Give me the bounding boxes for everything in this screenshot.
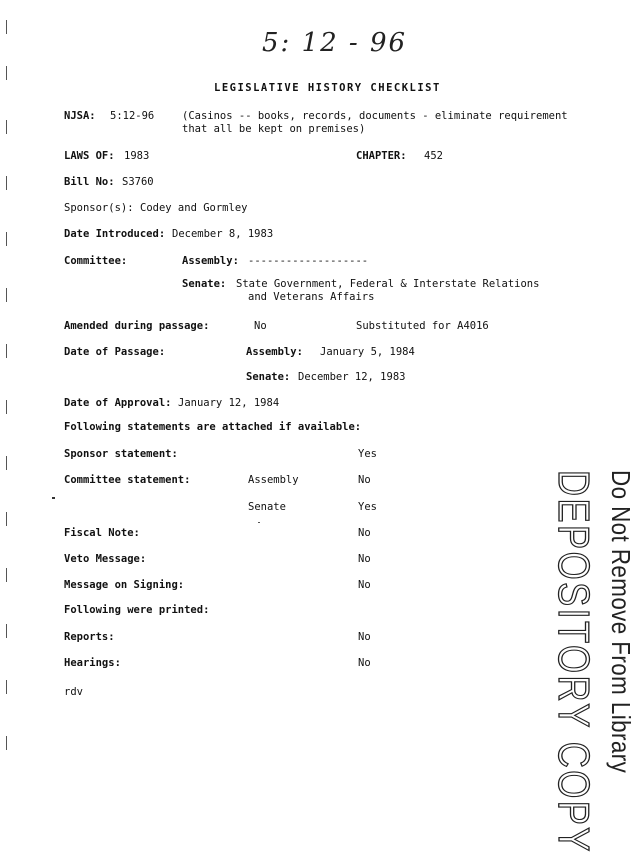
message-signing-value: No (358, 579, 371, 591)
scan-edge-mark (6, 568, 7, 582)
chapter-value: 452 (424, 150, 443, 162)
committee-senate-line2: and Veterans Affairs (248, 291, 375, 303)
sponsors-label: Sponsor(s): (64, 202, 134, 214)
committee-statement-assembly-value: No (358, 474, 371, 486)
depository-copy-text: DEPOSITORY COPY (549, 470, 598, 854)
scan-edge-mark (6, 66, 7, 80)
printed-header: Following were printed: (64, 604, 210, 616)
bill-label: Bill No: (64, 176, 115, 188)
message-signing-label: Message on Signing: (64, 579, 185, 591)
scan-edge-mark (6, 20, 7, 34)
handwritten-statute-number: 5: 12 - 96 (262, 28, 408, 58)
scan-edge-mark (6, 512, 7, 526)
hearings-label: Hearings: (64, 657, 121, 669)
date-introduced-label: Date Introduced: (64, 228, 166, 240)
bill-value: S3760 (122, 176, 154, 188)
passage-assembly-value: January 5, 1984 (320, 346, 415, 358)
date-introduced-value: December 8, 1983 (172, 228, 274, 240)
committee-senate-line1: State Government, Federal & Interstate Relations (236, 278, 540, 290)
fiscal-note-value: No (358, 527, 371, 539)
sponsor-statement-label: Sponsor statement: (64, 448, 178, 460)
scan-edge-mark (6, 456, 7, 470)
depository-stamp (528, 470, 638, 854)
passage-assembly-label: Assembly: (246, 346, 303, 358)
committee-statement-senate-label: Senate (248, 501, 286, 513)
scan-edge-mark (6, 120, 7, 134)
njsa-description-line1: (Casinos -- books, records, documents - eliminate requirement (182, 110, 568, 122)
scan-speck (258, 522, 260, 523)
committee-statement-assembly-label: Assembly (248, 474, 299, 486)
approval-value: January 12, 1984 (178, 397, 280, 409)
page-title: LEGISLATIVE HISTORY CHECKLIST (214, 82, 441, 94)
scan-edge-mark (6, 344, 7, 358)
njsa-value: 5:12-96 (110, 110, 155, 122)
passage-senate-value: December 12, 1983 (298, 371, 406, 383)
committee-assembly-value: ------------------- (248, 255, 369, 267)
njsa-label: NJSA: (64, 110, 96, 122)
veto-message-label: Veto Message: (64, 553, 147, 565)
approval-label: Date of Approval: (64, 397, 172, 409)
njsa-description-line2: that all be kept on premises) (182, 123, 366, 135)
scan-edge-mark (6, 288, 7, 302)
amended-value: No (254, 320, 267, 332)
committee-statement-senate-value: Yes (358, 501, 377, 513)
hearings-value: No (358, 657, 371, 669)
do-not-remove-text: Do Not Remove From Library (606, 470, 636, 774)
scan-edge-mark (6, 680, 7, 694)
passage-senate-label: Senate: (246, 371, 291, 383)
committee-statement-label: Committee statement: (64, 474, 191, 486)
fiscal-note-label: Fiscal Note: (64, 527, 140, 539)
scan-edge-mark (6, 176, 7, 190)
chapter-label: CHAPTER: (356, 150, 407, 162)
passage-label: Date of Passage: (64, 346, 166, 358)
committee-assembly-label: Assembly: (182, 255, 239, 267)
scan-edge-mark (6, 400, 7, 414)
scan-edge-mark (6, 232, 7, 246)
amended-label: Amended during passage: (64, 320, 210, 332)
scan-edge-mark (6, 624, 7, 638)
scan-edge-mark (6, 736, 7, 750)
preparer-initials: rdv (64, 686, 83, 698)
laws-of-label: LAWS OF: (64, 150, 115, 162)
committee-label: Committee: (64, 255, 128, 267)
reports-label: Reports: (64, 631, 115, 643)
attached-statements-header: Following statements are attached if available: (64, 421, 362, 433)
sponsor-statement-value: Yes (358, 448, 377, 460)
laws-of-value: 1983 (124, 150, 150, 162)
reports-value: No (358, 631, 371, 643)
committee-senate-label: Senate: (182, 278, 227, 290)
veto-message-value: No (358, 553, 371, 565)
sponsors-value: Codey and Gormley (140, 202, 248, 214)
scan-speck (52, 497, 55, 499)
substituted-for: Substituted for A4016 (356, 320, 489, 332)
